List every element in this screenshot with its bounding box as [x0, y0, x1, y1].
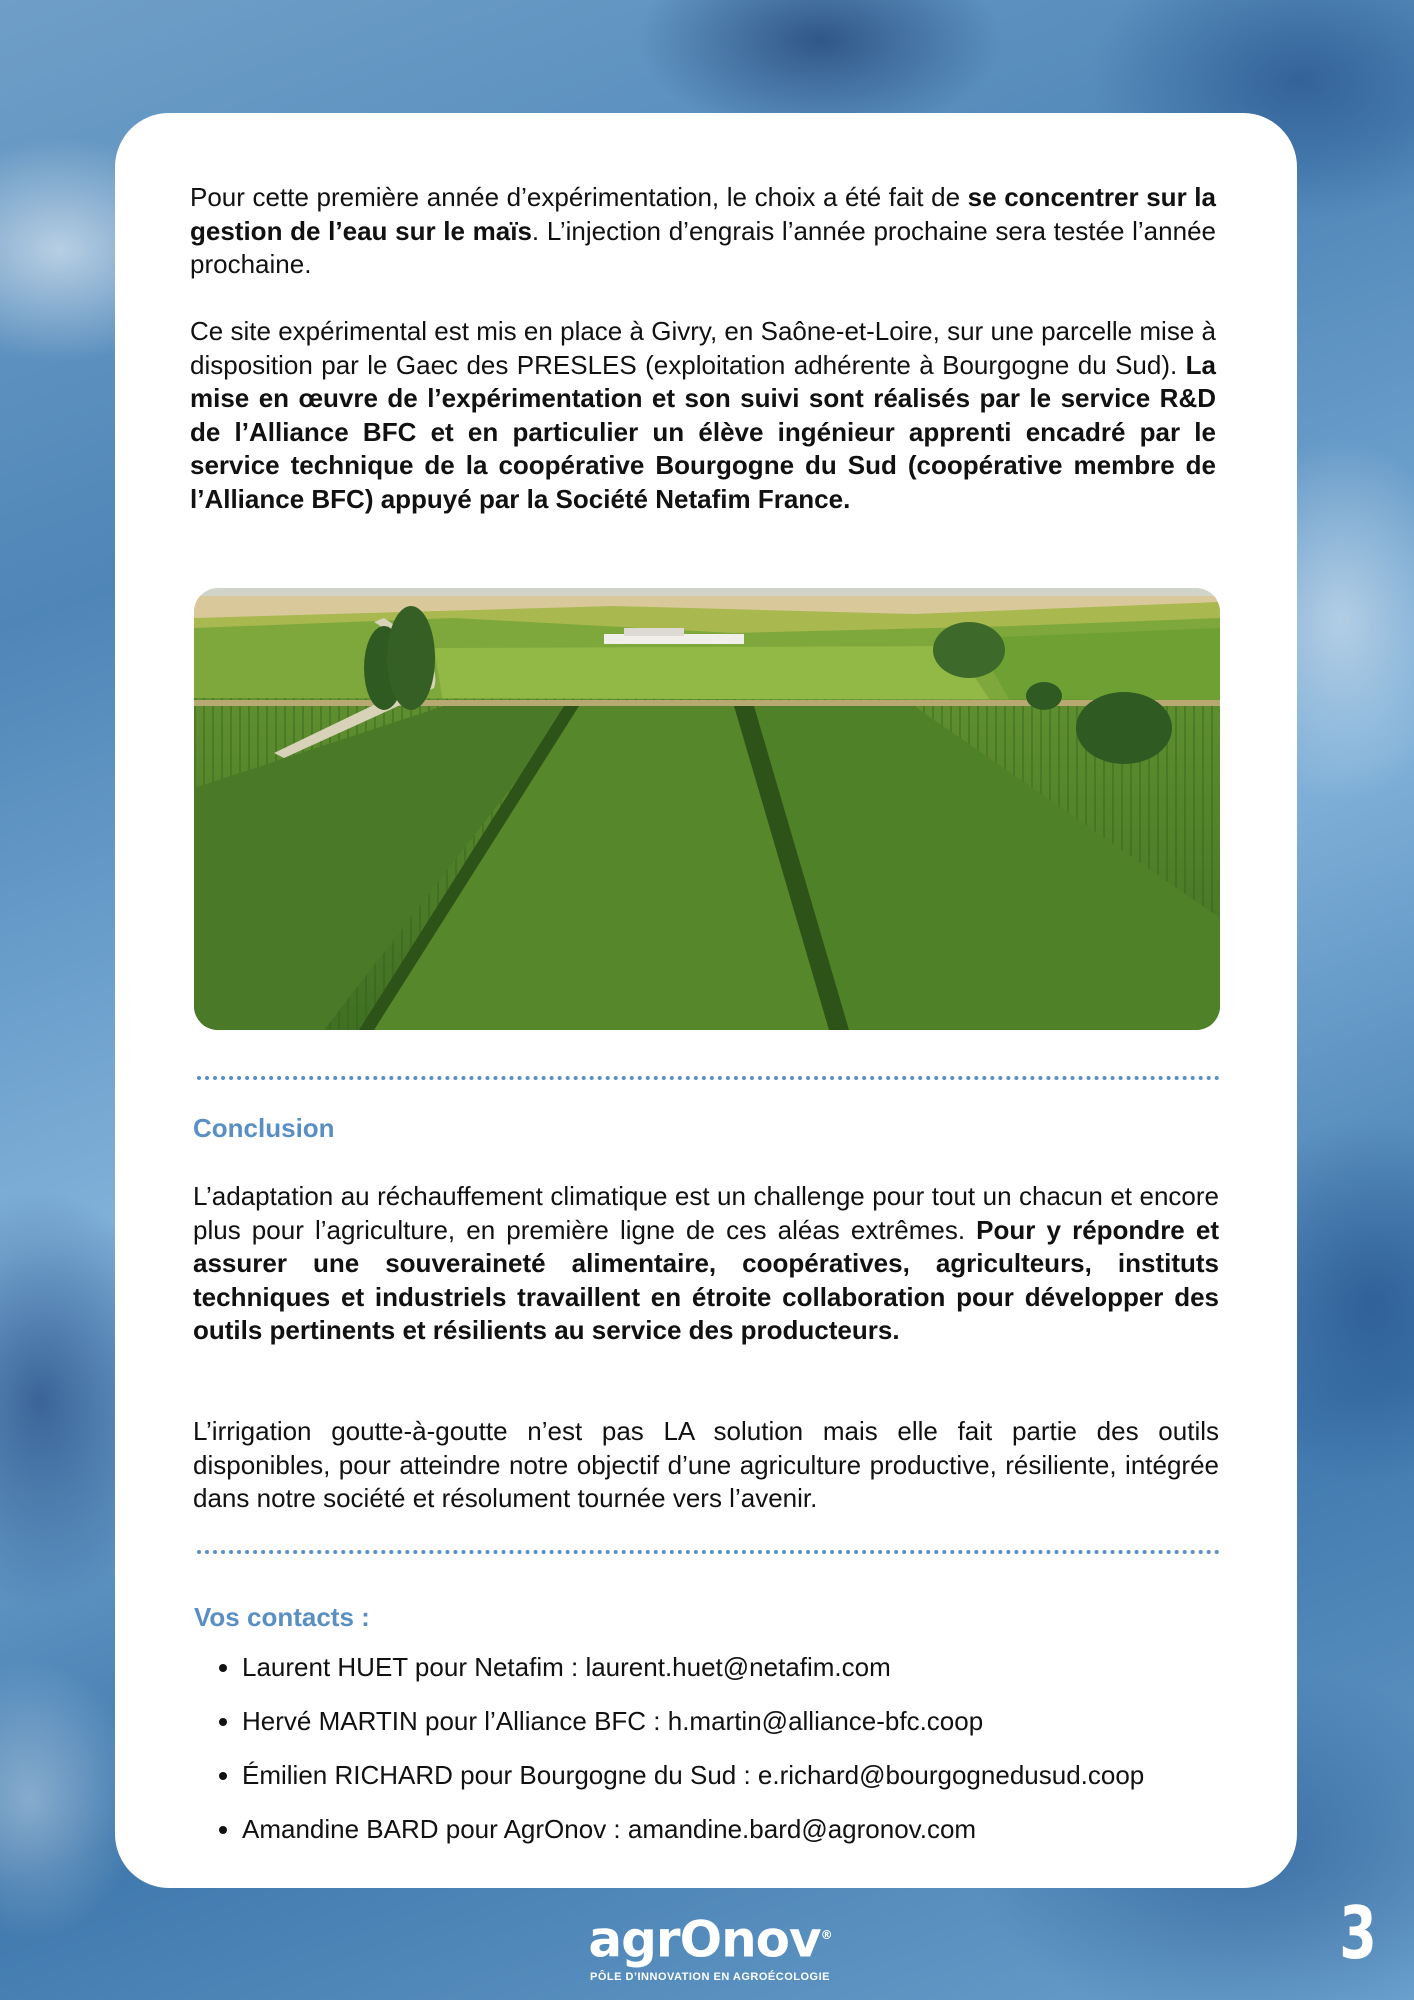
aerial-field-photo	[194, 588, 1220, 1030]
section-divider	[197, 1076, 1220, 1080]
logo-wordmark: agrOnov®	[588, 1910, 832, 1969]
section-divider	[197, 1550, 1220, 1554]
intro-paragraph-1: Pour cette première année d’expérimentation, le choix a été fait de se concentrer sur la gestion de l’eau sur le maïs. L’injection d’engrais l’année prochaine sera testée l’année prochaine.	[190, 182, 1216, 280]
contact-item: • Hervé MARTIN pour l’Alliance BFC : h.martin@alliance-bfc.coop	[242, 1694, 1144, 1748]
contact-item: • Amandine BARD pour AgrOnov : amandine.bard@agronov.com	[242, 1802, 1144, 1856]
logo-tagline: PÔLE D’INNOVATION EN AGROÉCOLOGIE	[590, 1970, 830, 1983]
conclusion-paragraph-1: L’adaptation au réchauffement climatique est un challenge pour tout un chacun et encore plus pour l’agriculture, en première ligne de ces aléas extrêmes. Pour y répondre et assurer une souveraineté alimentaire, coopératives, agriculteurs, instituts techniques et industriels travaillent en étroite collaboration pour développer des outils pertinents et résilients au service des producteurs.	[193, 1181, 1219, 1346]
agronov-logo	[560, 1908, 860, 1983]
contact-item: • Laurent HUET pour Netafim : laurent.huet@netafim.com	[242, 1640, 1144, 1694]
conclusion-paragraph-2: L’irrigation goutte-à-goutte n’est pas LA solution mais elle fait partie des outils disponibles, pour atteindre notre objectif d’une agriculture productive, résiliente, intégrée dans notre société et résolument tournée vers l’avenir.	[193, 1416, 1219, 1514]
intro-paragraph-2: Ce site expérimental est mis en place à Givry, en Saône-et-Loire, sur une parcelle mise à disposition par le Gaec des PRESLES (exploitation adhérente à Bourgogne du Sud). La mise en œuvre de l’expérimentation et son suivi sont réalisés par le service R&D de l’Alliance BFC et en particulier un élève ingénieur apprenti encadré par le service technique de la coopérative Bourgogne du Sud (coopérative membre de l’Alliance BFC) appuyé par la Société Netafim France.	[190, 316, 1216, 514]
contacts-heading: Vos contacts :	[194, 1602, 370, 1632]
contacts-list	[194, 1640, 1144, 1856]
conclusion-heading: Conclusion	[193, 1113, 335, 1143]
contact-item: • Émilien RICHARD pour Bourgogne du Sud : e.richard@bourgognedusud.coop	[242, 1748, 1144, 1802]
page-number: 3	[1339, 1891, 1377, 1975]
